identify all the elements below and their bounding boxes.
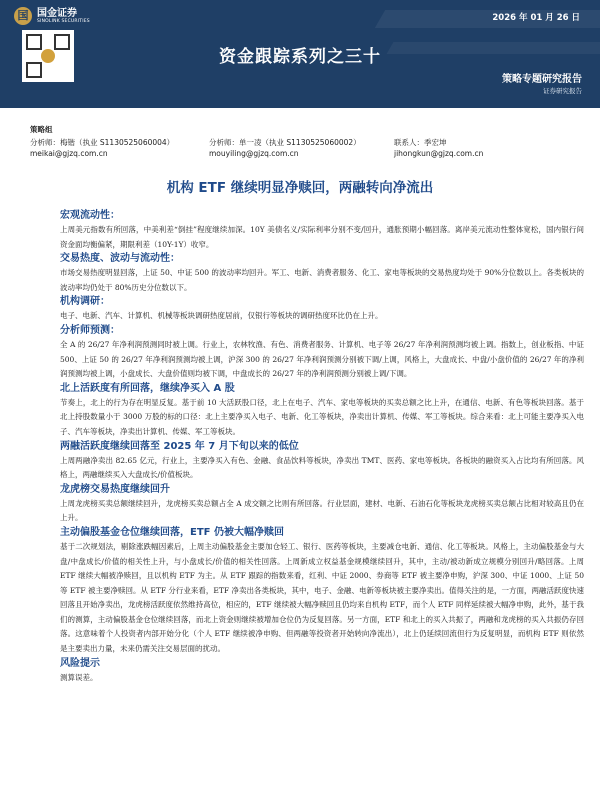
section-heading: 风险提示 xyxy=(60,657,100,669)
report-department: 证券研究报告 xyxy=(543,87,582,95)
section-text: 节奏上，北上的行为存在明显反复。基于前 10 大活跃股口径，北上在电子、汽车、家电等板块的买卖总额之比上升，在通信、电新、有色等板块回落。基于北上持股数量小于 3000 万股的标的口径：北上主要净买入电子、电新、化工等板块，净卖出计算机、传媒、军工等板块。综合来看：北上可能主要净买入电子、汽车等板块，净卖出计算机、传媒、军工等板块。 xyxy=(60,397,584,436)
report-body xyxy=(60,209,584,685)
report-date: 2026 年 01 月 26 日 xyxy=(492,13,580,23)
analyst-email[interactable]: meikai@gjzq.com.cn xyxy=(30,149,108,158)
analyst-line: 分析师：单一凌（执业 S1130525060002） xyxy=(209,138,361,147)
report-type: 策略专题研究报告 xyxy=(502,74,582,85)
section-margin-trading xyxy=(60,440,584,483)
section-heading: 机构调研： xyxy=(60,296,110,308)
section-text: 电子、电新、汽车、计算机、机械等板块调研热度居前，仅银行等板块的调研热度环比仍在上升。 xyxy=(60,311,383,321)
document-title: 机构 ETF 继续明显净赎回，两融转向净流出 xyxy=(166,180,434,196)
report-header xyxy=(0,0,600,108)
logo-mark-icon: 国 xyxy=(14,7,32,25)
section-text: 基于二次规划法，剔除涨跌幅因素后，上周主动偏股基金主要加仓轻工、银行、医药等板块，主要减仓电新、通信、化工等板块。风格上，主动偏股基金与大盘/中盘成长/价值的相关性上升，与小盘成长/价值的相关性回落。上周新成立权益基金规模继续回升，其中，主动/被动新成立规模分别回升/略回落。上周 ETF 继续大幅被净赎回，且以机构 ETF 为主。从 ETF 跟踪的指数来看，红利、中证 2000、券商等 ETF 被主要净申购，沪深 300、中证 1000、上证 50 等 ETF 被主要净赎回。从 ETF 分行业来看，ETF 净卖出各类板块，其中，电子、金融、电新等板块被主要净卖出。值得关注的是，一方面，两融活跃度快速回落且开始净卖出，龙虎榜活跃度依然维持高位，相应的，ETF 继续被大幅净赎回且仍均来自机构 ETF，而个人 ETF 同样延续被大幅净申购，此外，基于我们的测算，主动偏股基金仓位继续回落，而北上资金则继续被增加仓位仍为反复回落。另一方面，ETF 和北上的买入共振了，两融和龙虎榜的买入共振仍存回落。这意味着个人投资者内部开始分化（个人 ETF 继续被净申购、但两融等投资者开始转向净流出），北上仍延续回流但行为反复明显，而机构 ETF 则依然是主要卖出力量，未来仍需关注交易层面的扰动。 xyxy=(60,541,584,654)
section-heading: 北上活跃度有所回落，继续净买入 A 股 xyxy=(60,382,235,394)
contact-email[interactable]: jihongkun@gjzq.com.cn xyxy=(394,149,484,158)
section-heading: 交易热度、波动与流动性： xyxy=(60,253,180,265)
series-title: 资金跟踪系列之三十 xyxy=(219,47,381,67)
section-trading-heat xyxy=(60,252,584,295)
section-institutional-research xyxy=(60,295,584,324)
section-heading: 龙虎榜交易热度继续回升 xyxy=(60,483,170,495)
section-heading: 宏观流动性： xyxy=(60,210,120,221)
section-text: 上周龙虎榜买卖总额继续回升，龙虎榜买卖总额占全 A 成交额之比则有所回落。行业层面，建材、电新、石油石化等板块龙虎榜买卖总额占比相对较高且仍在上升。 xyxy=(60,498,584,523)
contact-line: 联系人：季宏坤 xyxy=(394,138,447,147)
section-northbound xyxy=(60,382,584,440)
logo-name-en: SINOLINK SECURITIES xyxy=(37,18,90,24)
section-dragon-tiger xyxy=(60,483,584,526)
section-text: 市场交易热度明显回落，上证 50、中证 500 的波动率均回升。军工、电新、消费者服务、化工、家电等板块的交易热度均处于 90%分位数以上。各类板块的波动率均仍处于 80%历史分位数以下。 xyxy=(60,268,584,292)
company-logo xyxy=(14,6,90,26)
section-heading: 分析师预测： xyxy=(60,324,120,336)
team-name: 策略组 xyxy=(30,125,53,134)
section-heading: 两融活跃度继续回落至 2025 年 7 月下旬以来的低位 xyxy=(60,440,299,452)
section-text: 上周美元指数有所回落，中美利差“倒挂”程度继续加深。10Y 美债名义/实际利率分别不变/回升，通胀预期小幅回落。离岸美元流动性整体宽松，国内银行间资金面均衡偏紧，期限利差（10Y-1Y）收窄。 xyxy=(60,225,584,249)
section-fund-etf xyxy=(60,526,584,657)
analyst-email[interactable]: mouyiling@gjzq.com.cn xyxy=(209,149,299,158)
analyst-block xyxy=(30,124,570,159)
section-analyst-forecast xyxy=(60,324,584,382)
section-macro-liquidity xyxy=(60,209,584,252)
section-text: 上周两融净卖出 82.65 亿元，行业上，主要净买入有色、金融、食品饮料等板块，净卖出 TMT、医药、家电等板块。各板块的融资买入占比均有所回落。风格上，两融继续买入大盘成长/价值板块。 xyxy=(60,455,584,480)
analyst-line: 分析师：梅锴（执业 S1130525060004） xyxy=(30,138,175,147)
section-risk xyxy=(60,657,584,686)
logo-name-cn: 国金证券 xyxy=(37,7,77,19)
section-text: 全 A 的 26/27 年净利润预测同时被上调。行业上，农林牧渔、有色、消费者服务、计算机、电子等 26/27 年净利润预测均被上调。指数上，创业板指、中证 500、上证 50 的 26/27 年净利润预测均被上调，沪深 300 的 26/27 年净利润预测分别被下调/上调，风格上，大盘成长、中盘/小盘价值的 26/27 年的净利润预测均被上调，小盘成长、大盘价值则均被下调，中盘成长的 26/27 年的净利润预测分别被上调/下调。 xyxy=(60,339,584,379)
section-text: 测算误差。 xyxy=(60,672,98,682)
section-heading: 主动偏股基金仓位继续回落，ETF 仍被大幅净赎回 xyxy=(60,526,284,538)
